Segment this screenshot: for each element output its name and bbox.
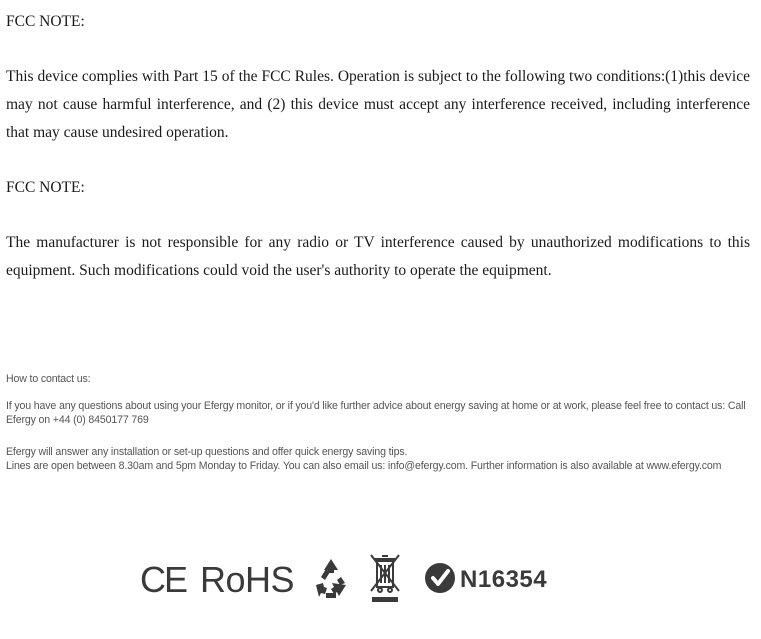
contact-lines-2-3: [6, 445, 751, 473]
contact-line-1-text: If you have any questions about using your Efergy monitor, or if you'd like further advice about energy saving at home or at work, please feel free to contact us: Call Efergy on +44 (0) 8450177 769: [6, 400, 746, 426]
fcc-note-1-body: This device complies with Part 15 of the FCC Rules. Operation is subject to the following two conditions:(1)this device may not cause harmful interference, and (2) this device must accept any interference received, including interference that may cause undesired operation.: [6, 68, 750, 141]
contact-line-1: [6, 399, 751, 427]
contact-title: [6, 372, 751, 386]
certification-marks: [140, 550, 610, 610]
contact-line-3-text: Lines are open between 8.30am and 5pm Monday to Friday. You can also email us: info@efergy.com. Further information is also available at www.efergy.com: [6, 460, 722, 472]
ce-mark: CE: [140, 559, 187, 600]
fcc-note-1-heading: FCC NOTE:: [6, 13, 85, 30]
crossed-bin-icon: [368, 552, 402, 609]
fcc-note-2-heading: FCC NOTE:: [6, 179, 85, 196]
c-tick-icon: [424, 562, 456, 599]
rohs-mark: RoHS: [200, 559, 295, 600]
contact-title-text: How to contact us:: [6, 373, 91, 385]
c-tick-mark: [424, 562, 547, 599]
compliance-code: N16354: [460, 566, 548, 593]
fcc-note-2-body: The manufacturer is not responsible for any radio or TV interference caused by unauthorized modifications to this equipment. Such modifications could void the user's authority to operate the equipment.: [6, 234, 750, 279]
contact-line-2-text: Efergy will answer any installation or set-up questions and offer quick energy saving tips.: [6, 446, 408, 458]
recycle-icon: [308, 555, 354, 606]
